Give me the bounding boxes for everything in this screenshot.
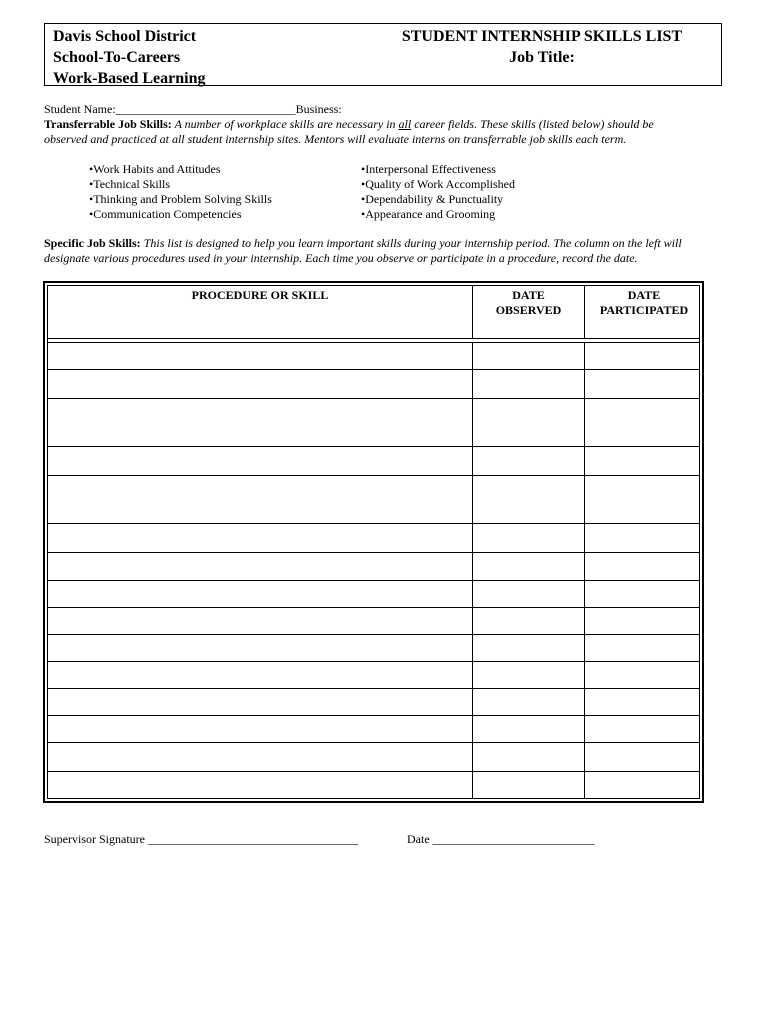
- skills-table: [43, 281, 704, 803]
- skill-item: •Appearance and Grooming: [361, 207, 496, 221]
- date-label: Date: [407, 832, 430, 846]
- student-name-field[interactable]: ______________________________: [115, 102, 296, 116]
- row-divider: [48, 475, 699, 476]
- transferrable-text-a: A number of workplace skills are necessary in: [171, 117, 399, 131]
- skill-item: •Communication Competencies: [89, 207, 242, 221]
- supervisor-signature-line: [44, 832, 358, 847]
- specific-label: Specific Job Skills:: [44, 236, 141, 250]
- transferrable-line-2: observed and practiced at all student internship sites. Mentors will evaluate interns on transferrable job skills each term.: [44, 132, 627, 146]
- page-title: STUDENT INTERNSHIP SKILLS LIST: [401, 28, 683, 45]
- skill-item: •Interpersonal Effectiveness: [361, 162, 496, 176]
- program-name: School-To-Careers: [53, 49, 181, 66]
- column-divider: [584, 286, 585, 798]
- skills-list-left: [89, 162, 272, 222]
- col-procedure-header: PROCEDURE OR SKILL: [191, 288, 329, 302]
- row-divider: [48, 661, 699, 662]
- specific-line-2: designate various procedures used in your internship. Each time you observe or participate in a procedure, record the date.: [44, 251, 638, 265]
- student-name-label: Student Name:: [44, 102, 116, 116]
- row-divider: [48, 742, 699, 743]
- skill-item: •Work Habits and Attitudes: [89, 162, 221, 176]
- row-divider: [48, 369, 699, 370]
- transferrable-label: Transferrable Job Skills:: [44, 117, 172, 131]
- date-line: [407, 832, 595, 847]
- student-line: [44, 102, 342, 117]
- col-participated-header: [585, 288, 703, 318]
- col-participated-line-1: DATE: [627, 288, 661, 302]
- col-observed-line-2: OBSERVED: [495, 303, 562, 317]
- row-divider: [48, 552, 699, 553]
- skills-table-inner: [47, 285, 700, 799]
- col-observed-header: [473, 288, 584, 318]
- row-divider: [48, 398, 699, 399]
- row-divider: [48, 607, 699, 608]
- business-label: Business:: [295, 102, 342, 116]
- date-field[interactable]: ___________________________: [432, 832, 595, 846]
- title-block: [387, 26, 697, 68]
- supervisor-signature-label: Supervisor Signature: [44, 832, 145, 846]
- header-separator: [48, 338, 699, 343]
- header-box: [44, 23, 722, 86]
- row-divider: [48, 715, 699, 716]
- specific-text: This list is designed to help you learn important skills during your internship period. The column on the left will: [140, 236, 682, 250]
- skill-item: •Thinking and Problem Solving Skills: [89, 192, 272, 206]
- row-divider: [48, 771, 699, 772]
- program-subtitle: Work-Based Learning: [53, 70, 206, 87]
- skill-item: •Dependability & Punctuality: [361, 192, 504, 206]
- row-divider: [48, 688, 699, 689]
- district-block: [53, 26, 205, 89]
- supervisor-signature-field[interactable]: ___________________________________: [148, 832, 358, 846]
- row-divider: [48, 446, 699, 447]
- transferrable-text-all: all: [398, 117, 412, 131]
- row-divider: [48, 523, 699, 524]
- col-observed-line-1: DATE: [512, 288, 545, 302]
- district-name: Davis School District: [53, 28, 197, 45]
- transferrable-line-1: [44, 117, 654, 132]
- skill-item: •Quality of Work Accomplished: [361, 177, 515, 191]
- job-title-label: Job Title:: [509, 49, 575, 66]
- col-participated-line-2: PARTICIPATED: [599, 303, 689, 317]
- column-divider: [472, 286, 473, 798]
- row-divider: [48, 580, 699, 581]
- row-divider: [48, 634, 699, 635]
- specific-line-1: [44, 236, 682, 251]
- skill-item: •Technical Skills: [89, 177, 171, 191]
- skills-list-right: [361, 162, 515, 222]
- transferrable-text-b: career fields. These skills (listed below) should be: [411, 117, 654, 131]
